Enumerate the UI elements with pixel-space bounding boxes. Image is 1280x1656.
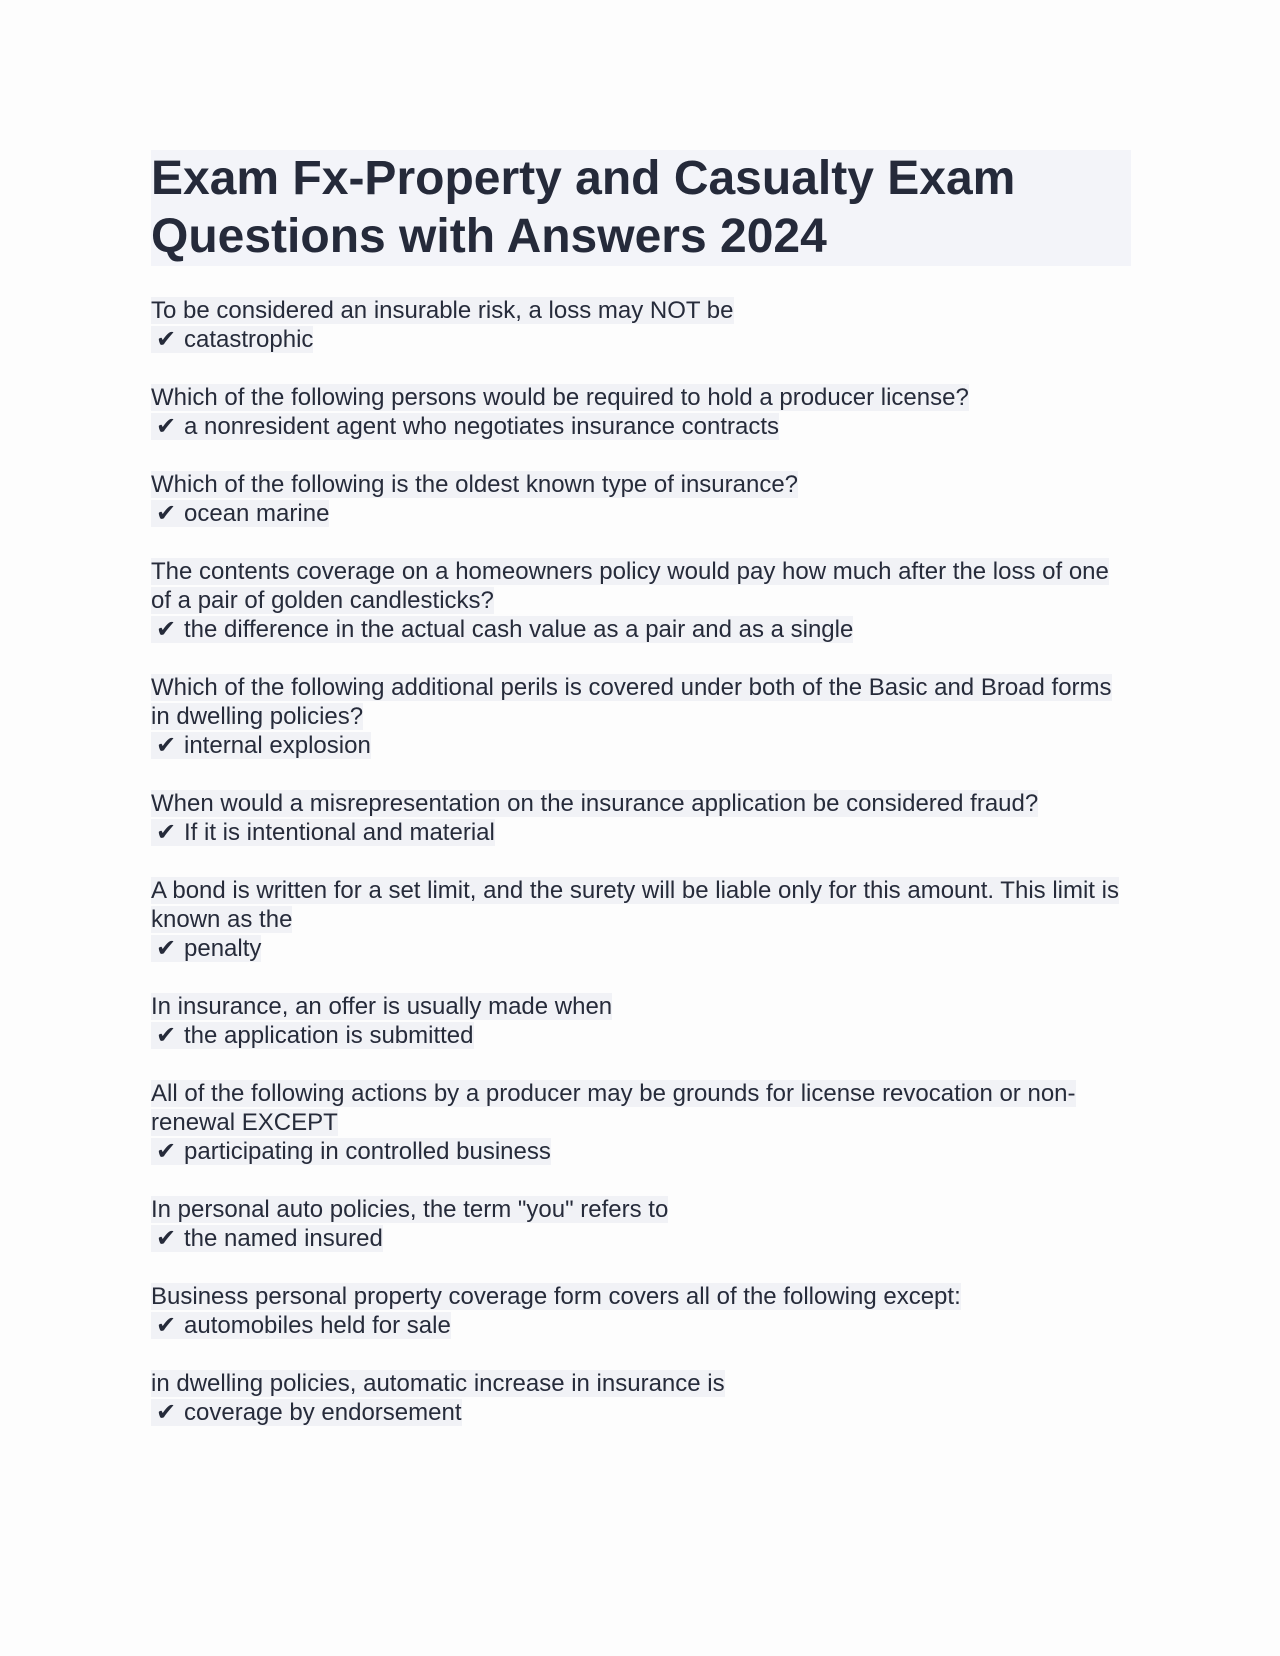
answer-text: catastrophic [184, 326, 314, 353]
checkmark-icon: ✔ [156, 1022, 177, 1049]
answer-text: the named insured [184, 1225, 383, 1252]
answer-line [151, 499, 1131, 528]
qa-item [151, 992, 1131, 1050]
document-title: Exam Fx-Property and Casualty Exam Questions with Answers 2024 [151, 150, 1131, 266]
checkmark-icon: ✔ [156, 326, 177, 353]
checkmark-icon: ✔ [156, 935, 177, 962]
answer-text: participating in controlled business [184, 1138, 551, 1165]
qa-item [151, 1195, 1131, 1253]
answer-line [151, 1021, 1131, 1050]
qa-item [151, 1282, 1131, 1340]
checkmark-icon: ✔ [156, 616, 177, 643]
qa-list [151, 296, 1131, 1427]
answer-text: If it is intentional and material [184, 819, 495, 846]
answer-text: automobiles held for sale [184, 1312, 451, 1339]
checkmark-icon: ✔ [156, 1225, 177, 1252]
qa-item [151, 789, 1131, 847]
checkmark-icon: ✔ [156, 1399, 177, 1426]
answer-text: ocean marine [184, 500, 330, 527]
answer-line [151, 615, 1131, 644]
qa-item [151, 1079, 1131, 1166]
answer-line [151, 731, 1131, 760]
checkmark-icon: ✔ [156, 500, 177, 527]
answer-text: penalty [184, 935, 262, 962]
answer-line [151, 1224, 1131, 1253]
qa-item [151, 673, 1131, 760]
checkmark-icon: ✔ [156, 1312, 177, 1339]
qa-item [151, 1369, 1131, 1427]
question-text: Business personal property coverage form covers all of the following except: [151, 1283, 961, 1310]
answer-line [151, 412, 1131, 441]
question-text: All of the following actions by a producer may be grounds for license revocation or non-renewal EXCEPT [151, 1080, 1076, 1136]
qa-item [151, 876, 1131, 963]
checkmark-icon: ✔ [156, 819, 177, 846]
answer-line [151, 934, 1131, 963]
answer-line [151, 818, 1131, 847]
question-text: The contents coverage on a homeowners policy would pay how much after the loss of one of a pair of golden candlesticks? [151, 558, 1109, 614]
answer-line [151, 325, 1131, 354]
checkmark-icon: ✔ [156, 1138, 177, 1165]
answer-line [151, 1137, 1131, 1166]
answer-line [151, 1311, 1131, 1340]
document-page [151, 150, 1131, 1456]
answer-text: coverage by endorsement [184, 1399, 462, 1426]
question-text: When would a misrepresentation on the insurance application be considered fraud? [151, 790, 1039, 817]
answer-text: internal explosion [184, 732, 371, 759]
question-text: Which of the following additional perils is covered under both of the Basic and Broad forms in dwelling policies? [151, 674, 1112, 730]
question-text: In personal auto policies, the term "you" refers to [151, 1196, 669, 1223]
question-text: Which of the following persons would be required to hold a producer license? [151, 384, 969, 411]
question-text: To be considered an insurable risk, a loss may NOT be [151, 297, 734, 324]
qa-item [151, 296, 1131, 354]
checkmark-icon: ✔ [156, 732, 177, 759]
question-text: in dwelling policies, automatic increase in insurance is [151, 1370, 725, 1397]
answer-text: the application is submitted [184, 1022, 474, 1049]
checkmark-icon: ✔ [156, 413, 177, 440]
answer-text: the difference in the actual cash value as a pair and as a single [184, 616, 854, 643]
question-text: A bond is written for a set limit, and the surety will be liable only for this amount. This limit is known as the [151, 877, 1119, 933]
question-text: Which of the following is the oldest known type of insurance? [151, 471, 799, 498]
qa-item [151, 470, 1131, 528]
qa-item [151, 383, 1131, 441]
qa-item [151, 557, 1131, 644]
answer-text: a nonresident agent who negotiates insurance contracts [184, 413, 780, 440]
question-text: In insurance, an offer is usually made when [151, 993, 613, 1020]
answer-line [151, 1398, 1131, 1427]
